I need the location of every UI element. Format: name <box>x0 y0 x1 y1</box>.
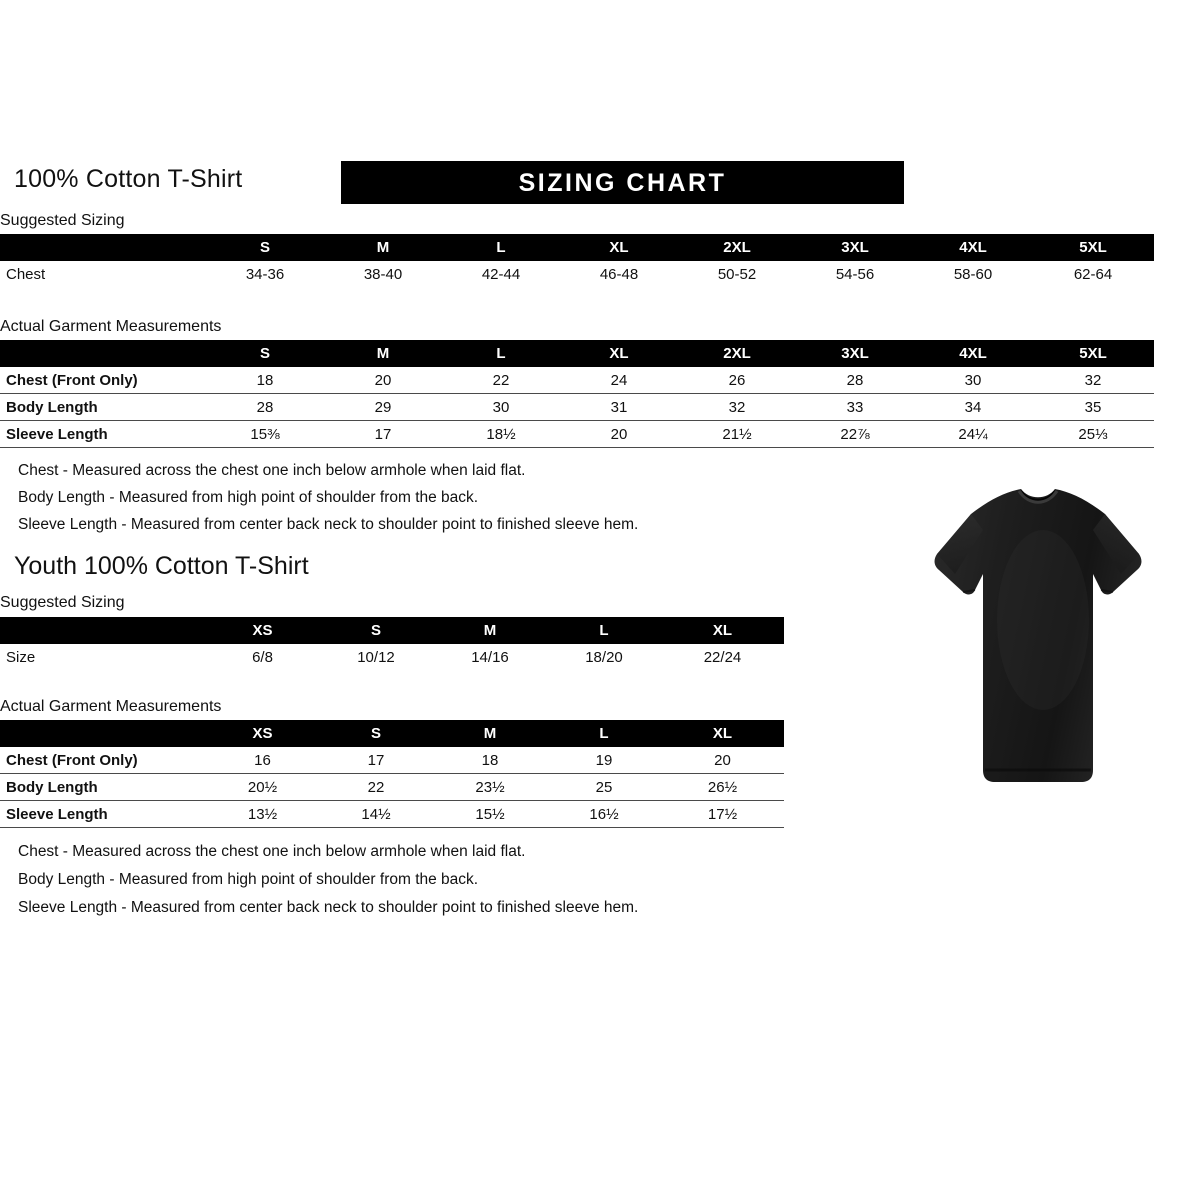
cell-bodylength-m: 29 <box>324 394 442 421</box>
cell-bodylength-4xl: 34 <box>914 394 1032 421</box>
header-cell-s: S <box>319 617 433 644</box>
header-cell-xl: XL <box>560 234 678 261</box>
table-header-row <box>0 340 1154 367</box>
header-cell-xl: XL <box>560 340 678 367</box>
cell-bodylength-xl: 26½ <box>661 774 784 801</box>
header-cell-5xl: 5XL <box>1032 340 1154 367</box>
header-cell-s: S <box>319 720 433 747</box>
cell-chestfront-4xl: 30 <box>914 367 1032 394</box>
header-cell-m: M <box>433 617 547 644</box>
header-cell-xl: XL <box>661 617 784 644</box>
header-cell-3xl: 3XL <box>796 340 914 367</box>
row-label-body-length: Body Length <box>0 774 206 801</box>
cell-bodylength-m: 23½ <box>433 774 547 801</box>
row-label-chest-front-only: Chest (Front Only) <box>0 367 206 394</box>
header-cell-xl: XL <box>661 720 784 747</box>
header-cell-m: M <box>324 234 442 261</box>
cell-chest-3xl: 54-56 <box>835 265 875 283</box>
header-cell-3xl: 3XL <box>796 234 914 261</box>
sizing-chart-banner-label: SIZING CHART <box>518 169 727 197</box>
product-image-tshirt <box>893 470 1183 810</box>
cell-chestfront-l: 19 <box>547 747 661 774</box>
youth-note-body-length: Body Length - Measured from high point of shoulder from the back. <box>18 871 479 888</box>
row-label-chest-front-only: Chest (Front Only) <box>0 747 206 774</box>
cell-bodylength-s: 28 <box>206 394 324 421</box>
table-row <box>0 644 784 670</box>
cell-sleeve-xl: 20 <box>560 421 678 448</box>
row-label-sleeve-length: Sleeve Length <box>0 801 206 828</box>
table-row <box>0 801 784 828</box>
cell-chestfront-5xl: 32 <box>1032 367 1154 394</box>
cell-sleeve-l: 16½ <box>547 801 661 828</box>
cell-size-s: 10/12 <box>357 648 395 666</box>
row-label-size: Size <box>6 648 36 666</box>
header-cell-5xl: 5XL <box>1032 234 1154 261</box>
cell-bodylength-l: 25 <box>547 774 661 801</box>
cell-bodylength-5xl: 35 <box>1032 394 1154 421</box>
youth-suggested-sizing-label: Suggested Sizing <box>0 594 125 611</box>
cell-chest-5xl: 62-64 <box>1073 265 1113 283</box>
cell-sleeve-5xl: 25⅓ <box>1032 421 1154 448</box>
cell-chestfront-m: 18 <box>433 747 547 774</box>
header-cell-l: L <box>442 340 560 367</box>
cell-chestfront-xl: 24 <box>560 367 678 394</box>
cell-chestfront-xl: 20 <box>661 747 784 774</box>
youth-actual-measurements-label: Actual Garment Measurements <box>0 698 222 715</box>
cell-size-xs: 6/8 <box>252 648 273 666</box>
cell-bodylength-2xl: 32 <box>678 394 796 421</box>
adult-suggested-sizing-label: Suggested Sizing <box>0 212 125 229</box>
cell-size-m: 14/16 <box>471 648 509 666</box>
cell-chestfront-3xl: 28 <box>796 367 914 394</box>
cell-chestfront-s: 18 <box>206 367 324 394</box>
youth-suggested-sizing-table <box>0 617 784 670</box>
table-header-row <box>0 720 784 747</box>
cell-sleeve-m: 17 <box>324 421 442 448</box>
cell-sleeve-xl: 17½ <box>661 801 784 828</box>
header-cell-blank <box>0 234 206 261</box>
header-cell-s: S <box>206 340 324 367</box>
table-row <box>0 261 1154 287</box>
adult-actual-measurements-table <box>0 340 1154 448</box>
cell-chestfront-m: 20 <box>324 367 442 394</box>
table-header-row <box>0 234 1154 261</box>
header-cell-m: M <box>433 720 547 747</box>
cell-sleeve-4xl: 24¼ <box>914 421 1032 448</box>
header-cell-blank <box>0 720 206 747</box>
table-row <box>0 367 1154 394</box>
cell-sleeve-s: 15⅜ <box>206 421 324 448</box>
header-cell-xs: XS <box>206 720 319 747</box>
header-cell-s: S <box>206 234 324 261</box>
table-row <box>0 394 1154 421</box>
cell-sleeve-3xl: 22⅞ <box>796 421 914 448</box>
row-label-sleeve-length: Sleeve Length <box>0 421 206 448</box>
cell-chestfront-2xl: 26 <box>678 367 796 394</box>
header-cell-4xl: 4XL <box>914 234 1032 261</box>
row-label-chest: Chest <box>6 265 46 283</box>
header-cell-2xl: 2XL <box>678 234 796 261</box>
cell-chest-2xl: 50-52 <box>717 265 757 283</box>
sizing-chart-banner <box>341 161 904 204</box>
table-row <box>0 774 784 801</box>
cell-size-xl: 22/24 <box>703 648 742 666</box>
cell-bodylength-s: 22 <box>319 774 433 801</box>
header-cell-l: L <box>442 234 560 261</box>
adult-note-chest: Chest - Measured across the chest one inch below armhole when laid flat. <box>18 462 526 479</box>
table-row <box>0 421 1154 448</box>
adult-suggested-sizing-table <box>0 234 1154 287</box>
cell-sleeve-l: 18½ <box>442 421 560 448</box>
header-cell-l: L <box>547 617 661 644</box>
header-cell-2xl: 2XL <box>678 340 796 367</box>
adult-note-sleeve-length: Sleeve Length - Measured from center back neck to shoulder point to finished sleeve hem. <box>18 516 639 533</box>
adult-actual-measurements-label: Actual Garment Measurements <box>0 318 222 335</box>
header-cell-l: L <box>547 720 661 747</box>
header-cell-4xl: 4XL <box>914 340 1032 367</box>
cell-bodylength-l: 30 <box>442 394 560 421</box>
cell-chestfront-xs: 16 <box>206 747 319 774</box>
header-cell-m: M <box>324 340 442 367</box>
table-row <box>0 747 784 774</box>
tshirt-icon <box>893 470 1183 810</box>
youth-section-title: Youth 100% Cotton T-Shirt <box>14 552 309 580</box>
cell-chest-l: 42-44 <box>481 265 521 283</box>
cell-chest-xl: 46-48 <box>599 265 639 283</box>
cell-bodylength-3xl: 33 <box>796 394 914 421</box>
cell-bodylength-xs: 20½ <box>206 774 319 801</box>
cell-chestfront-l: 22 <box>442 367 560 394</box>
youth-note-chest: Chest - Measured across the chest one inch below armhole when laid flat. <box>18 843 526 860</box>
cell-sleeve-2xl: 21½ <box>678 421 796 448</box>
adult-section-title: 100% Cotton T-Shirt <box>14 165 243 193</box>
cell-chest-4xl: 58-60 <box>953 265 993 283</box>
row-label-body-length: Body Length <box>0 394 206 421</box>
header-cell-xs: XS <box>206 617 319 644</box>
cell-bodylength-xl: 31 <box>560 394 678 421</box>
cell-size-l: 18/20 <box>585 648 623 666</box>
cell-sleeve-xs: 13½ <box>206 801 319 828</box>
cell-sleeve-m: 15½ <box>433 801 547 828</box>
adult-note-body-length: Body Length - Measured from high point of shoulder from the back. <box>18 489 479 506</box>
cell-sleeve-s: 14½ <box>319 801 433 828</box>
table-header-row <box>0 617 784 644</box>
youth-note-sleeve-length: Sleeve Length - Measured from center back neck to shoulder point to finished sleeve hem. <box>18 899 639 916</box>
cell-chest-s: 34-36 <box>245 265 285 283</box>
cell-chestfront-s: 17 <box>319 747 433 774</box>
cell-chest-m: 38-40 <box>363 265 403 283</box>
youth-actual-measurements-table <box>0 720 784 828</box>
header-cell-blank <box>0 340 206 367</box>
header-cell-blank <box>0 617 206 644</box>
